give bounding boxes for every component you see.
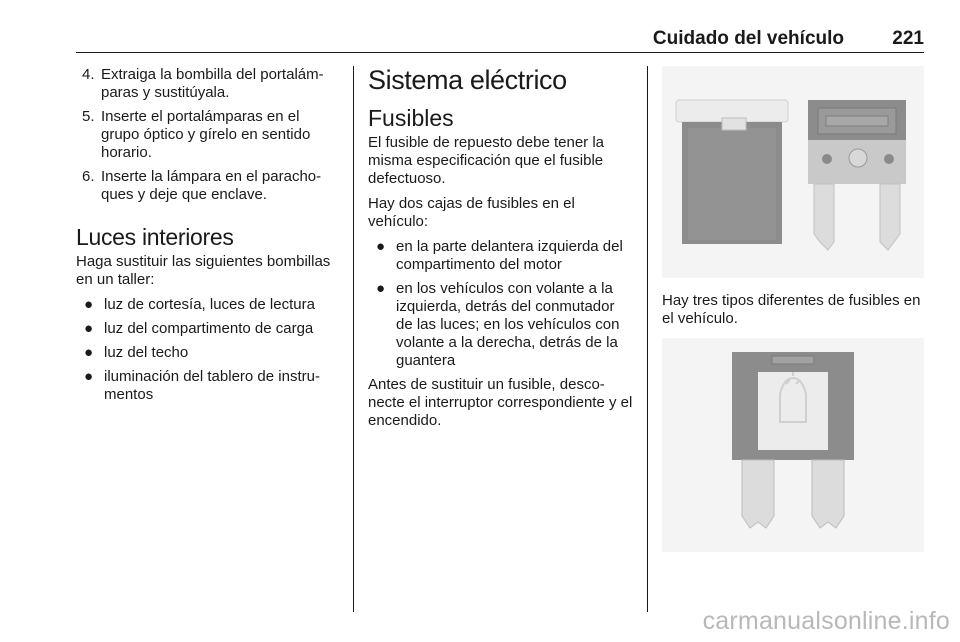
list-item xyxy=(76,168,338,204)
figure-blade-fuse xyxy=(662,338,924,552)
list-item: ● luz de cortesía, luces de lectura xyxy=(84,296,315,313)
bullet-icon: ● xyxy=(84,344,94,361)
fuses-paragraph-3: Antes de sustituir un fusible, desconecte el interruptor correspondiente y el encendido. xyxy=(368,376,633,429)
bullet-icon: ● xyxy=(376,238,386,255)
step-number: 6. xyxy=(82,168,95,185)
page-number: 221 xyxy=(892,28,924,49)
cartridge-fuse-icon xyxy=(676,100,788,244)
heading-electrical-system: Sistema eléctrico xyxy=(368,65,567,95)
figure-fuse-types xyxy=(662,66,924,278)
step-number: 4. xyxy=(82,66,95,83)
mini-fuse-icon xyxy=(808,100,906,250)
interior-lights-list xyxy=(76,296,338,404)
step-list xyxy=(76,66,338,204)
step-text: Inserte la lámpara en el parachoques y deje que enclave. xyxy=(101,168,322,203)
fuse-illustration-2 xyxy=(662,338,924,552)
list-item: ● luz del compartimento de carga xyxy=(84,320,314,337)
fuse-illustration-1 xyxy=(662,66,924,278)
list-item: ● en la parte delantera izquierda del compartimento del motor xyxy=(376,238,623,273)
column-2 xyxy=(368,66,634,437)
fuses-paragraph-1: El fusible de repuesto debe tener la misma especificación que el fusible defectuoso. xyxy=(368,134,604,187)
list-item: ● en los vehículos con volante a la izquierda, detrás del conmutador de las luces; en los vehículos con volante a la derecha, detrás de la guantera xyxy=(376,280,620,369)
column-1 xyxy=(76,66,338,410)
column-3-text xyxy=(662,292,924,328)
section-title: Cuidado del vehículo xyxy=(652,28,844,49)
step-number: 5. xyxy=(82,108,95,125)
interior-lights-intro: Haga sustituir las siguientes bombillas en un taller: xyxy=(76,253,331,288)
column-divider-right xyxy=(647,66,648,612)
column-divider-left xyxy=(353,66,354,612)
heading-fuses: Fusibles xyxy=(368,105,454,131)
heading-interior-lights: Luces interiores xyxy=(76,224,234,250)
fuse-types-paragraph: Hay tres tipos diferentes de fusibles en el vehículo. xyxy=(662,292,921,327)
step-text: Inserte el portalámparas en el grupo óptico y gírelo en sentido horario. xyxy=(101,108,311,161)
bullet-icon: ● xyxy=(84,296,94,313)
fuse-box-list xyxy=(368,238,634,370)
blade-fuse-icon xyxy=(732,352,854,528)
bullet-icon: ● xyxy=(84,320,94,337)
page-header xyxy=(76,26,924,53)
list-item xyxy=(76,108,338,162)
bullet-icon: ● xyxy=(376,280,386,297)
list-item: ● iluminación del tablero de instrumentos xyxy=(84,368,320,403)
list-item: ● luz del techo xyxy=(84,344,189,361)
bullet-icon: ● xyxy=(84,368,94,385)
step-text: Extraiga la bombilla del portalámparas y sustitúyala. xyxy=(101,66,324,101)
watermark: carmanualsonline.info xyxy=(702,607,950,635)
fuses-paragraph-2: Hay dos cajas de fusibles en el vehículo: xyxy=(368,195,575,230)
list-item xyxy=(76,66,338,102)
